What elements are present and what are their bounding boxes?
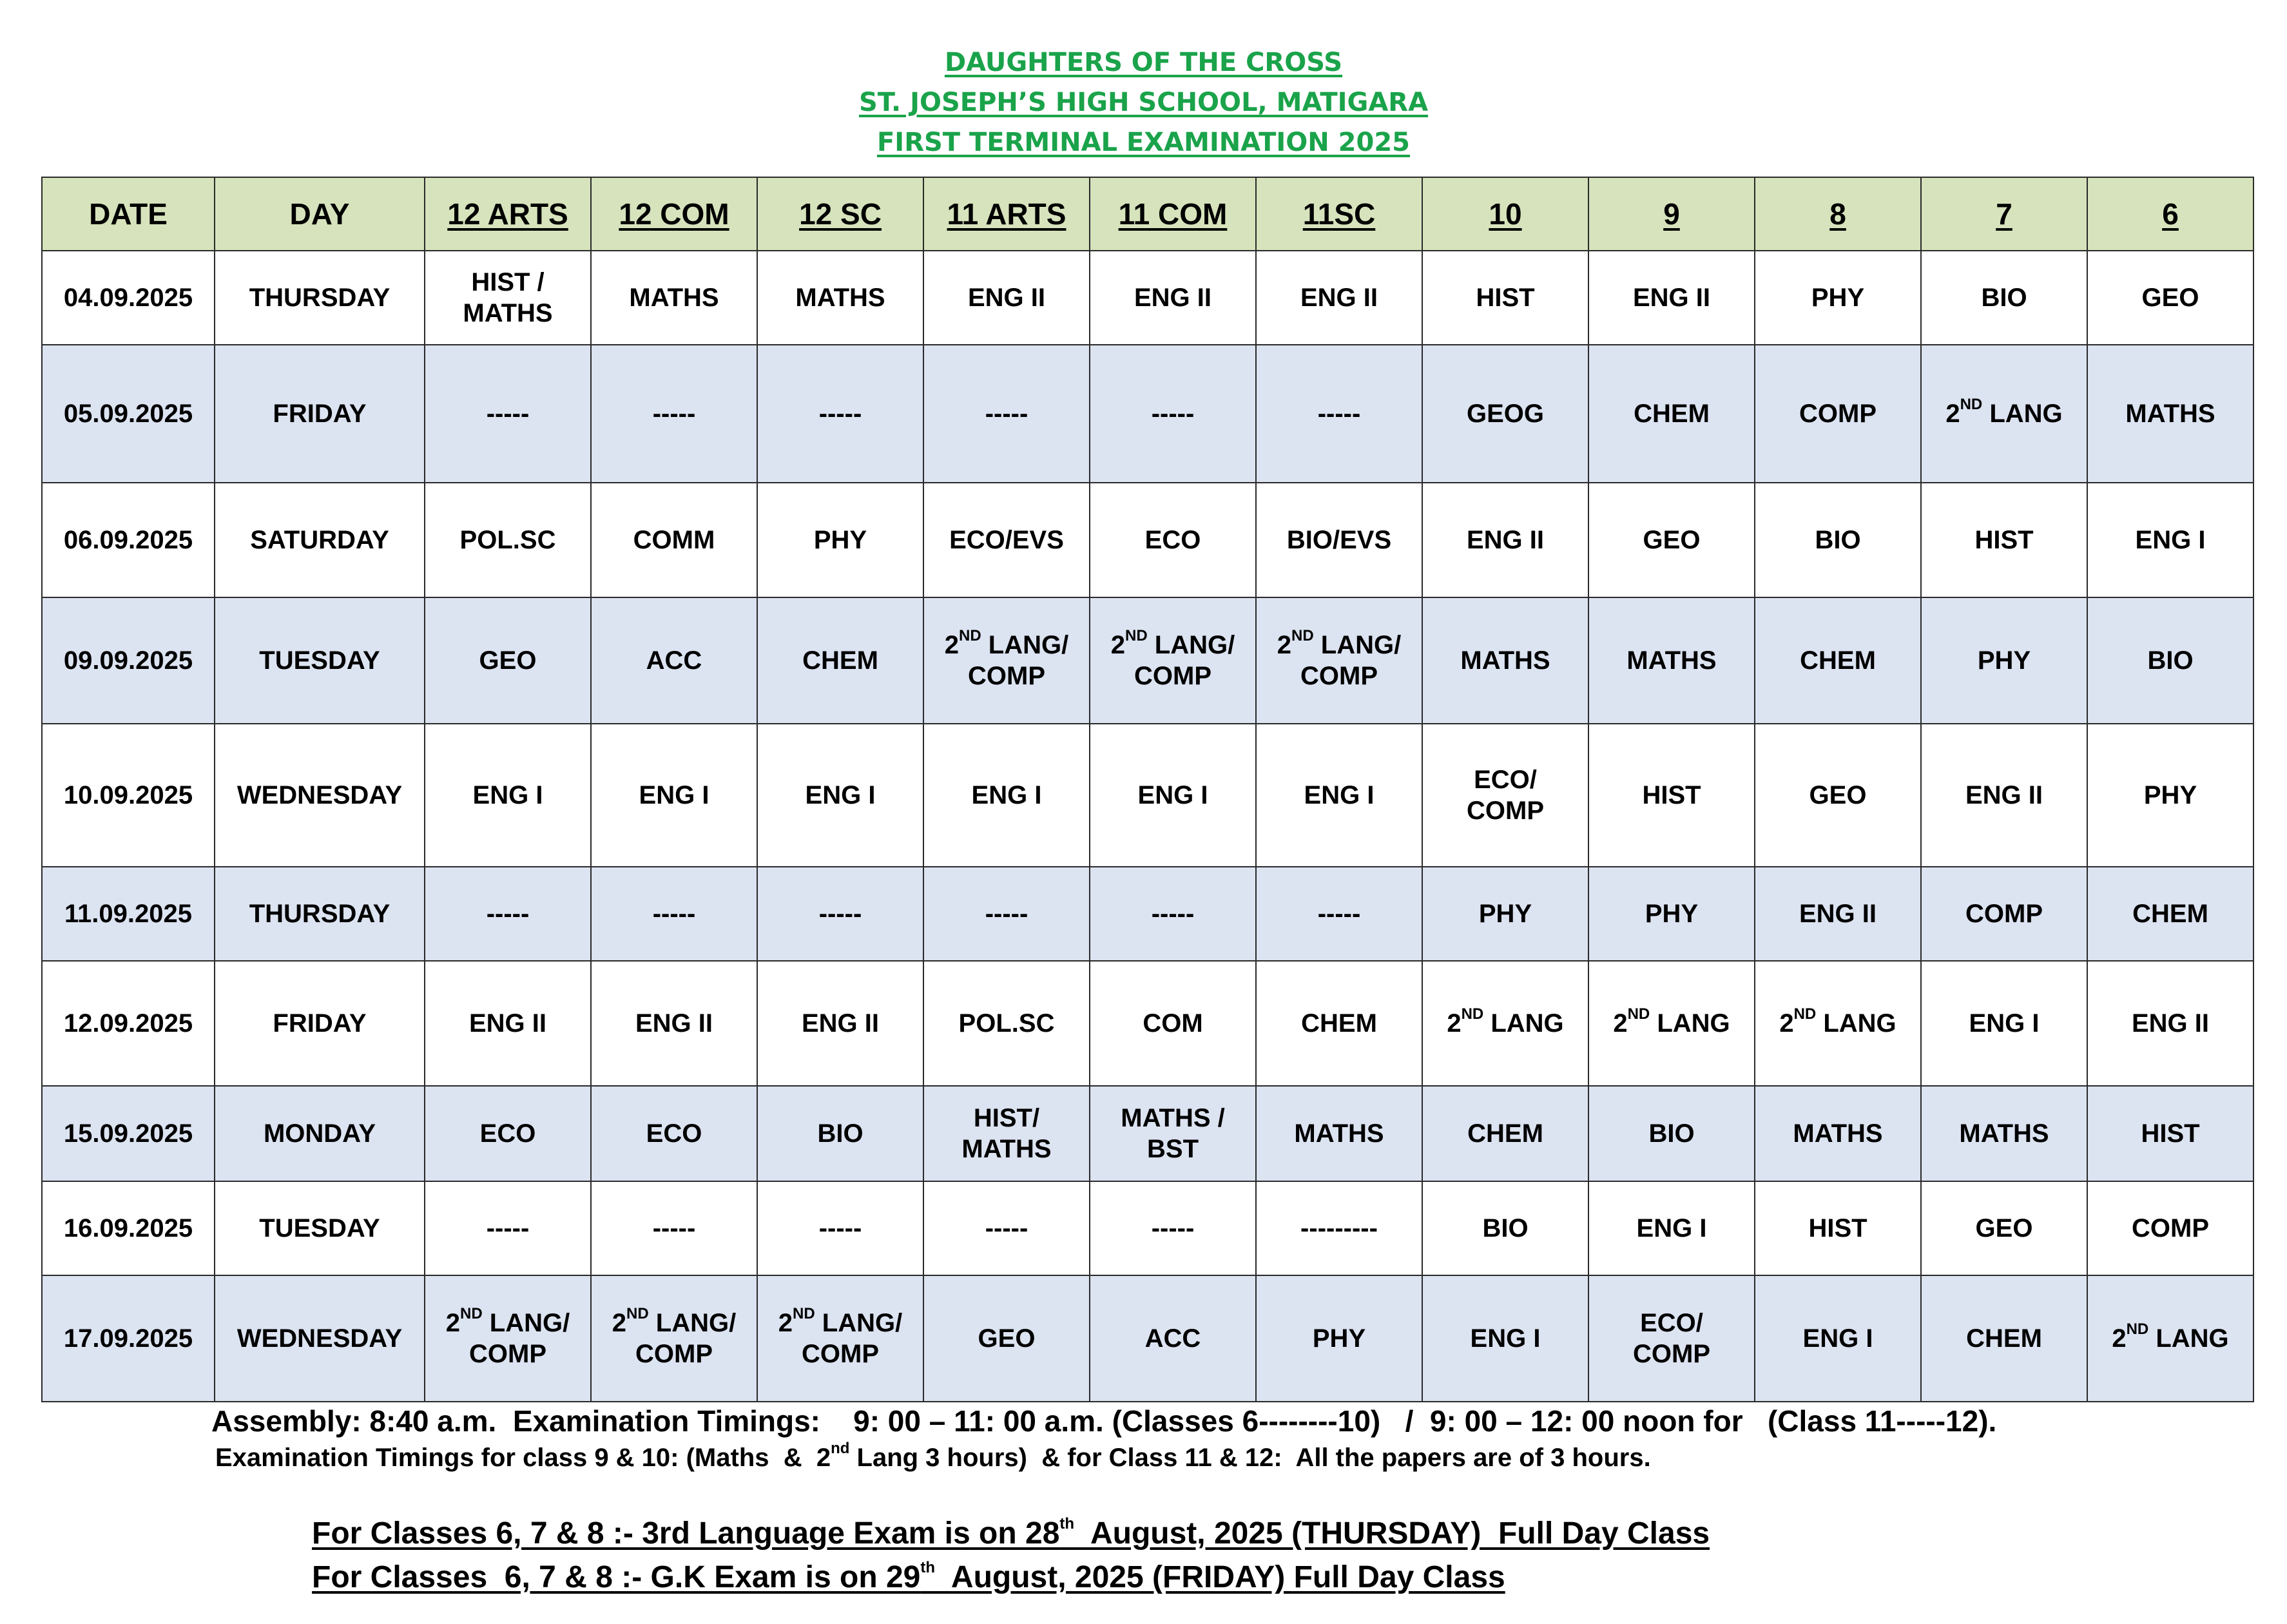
subject-cell: ECO/ COMP bbox=[1588, 1275, 1755, 1402]
subject-cell: ENG II bbox=[1921, 724, 2087, 867]
subject-cell: MATHS bbox=[1921, 1086, 2087, 1181]
subject-cell: ENG II bbox=[1755, 867, 1921, 961]
subject-cell: COM bbox=[1090, 961, 1256, 1086]
exam-duration-note: Examination Timings for class 9 & 10: (Maths & 2nd Lang 3 hours) & for Class 11 & 12: All the papers are of 3 hours. bbox=[215, 1439, 1651, 1472]
column-header: 6 bbox=[2087, 177, 2253, 251]
subject-cell: MATHS bbox=[1256, 1086, 1422, 1181]
subject-cell: ECO bbox=[591, 1086, 757, 1181]
subject-cell: ENG I bbox=[1921, 961, 2087, 1086]
subject-cell: ----- bbox=[591, 345, 757, 483]
subject-cell: GEO bbox=[1588, 483, 1755, 597]
day-cell: TUESDAY bbox=[215, 597, 425, 724]
subject-cell: ENG II bbox=[1256, 251, 1422, 345]
subject-cell: ENG II bbox=[2087, 961, 2253, 1086]
school-name-title: ST. JOSEPH’S HIGH SCHOOL, MATIGARA bbox=[858, 88, 1429, 117]
subject-cell: ----- bbox=[1090, 1181, 1256, 1275]
subject-cell: PHY bbox=[1755, 251, 1921, 345]
subject-cell: ----- bbox=[923, 867, 1090, 961]
subject-cell: ENG II bbox=[1588, 251, 1755, 345]
subject-cell: CHEM bbox=[2087, 867, 2253, 961]
subject-cell: ENG I bbox=[591, 724, 757, 867]
column-header: 12 COM bbox=[591, 177, 757, 251]
subject-cell: ----- bbox=[757, 1181, 923, 1275]
subject-cell: --------- bbox=[1256, 1181, 1422, 1275]
subject-cell: ----- bbox=[1090, 867, 1256, 961]
subject-cell: CHEM bbox=[1422, 1086, 1588, 1181]
date-cell: 16.09.2025 bbox=[42, 1181, 215, 1275]
subject-cell: 2ND LANG bbox=[1921, 345, 2087, 483]
subject-cell: ENG I bbox=[1422, 1275, 1588, 1402]
table-row bbox=[42, 345, 2253, 483]
subject-cell: ENG I bbox=[1090, 724, 1256, 867]
subject-cell: BIO bbox=[1755, 483, 1921, 597]
date-cell: 11.09.2025 bbox=[42, 867, 215, 961]
subject-cell: ENG I bbox=[2087, 483, 2253, 597]
subject-cell: ENG I bbox=[425, 724, 591, 867]
assembly-timings-note: Assembly: 8:40 a.m. Examination Timings: 9: 00 – 11: 00 a.m. (Classes 6--------10) / 9: 00 – 12: 00 noon for (Class 11-----12). bbox=[211, 1404, 1997, 1438]
subject-cell: 2ND LANG/ COMP bbox=[1256, 597, 1422, 724]
column-header: 11SC bbox=[1256, 177, 1422, 251]
subject-cell: ENG I bbox=[1588, 1181, 1755, 1275]
subject-cell: GEO bbox=[1755, 724, 1921, 867]
date-cell: 15.09.2025 bbox=[42, 1086, 215, 1181]
column-header: 10 bbox=[1422, 177, 1588, 251]
table-row bbox=[42, 1275, 2253, 1402]
subject-cell: 2ND LANG/ COMP bbox=[923, 597, 1090, 724]
date-cell: 04.09.2025 bbox=[42, 251, 215, 345]
subject-cell: HIST bbox=[1921, 483, 2087, 597]
subject-cell: HIST/ MATHS bbox=[923, 1086, 1090, 1181]
subject-cell: MATHS bbox=[1755, 1086, 1921, 1181]
subject-cell: ----- bbox=[1256, 345, 1422, 483]
subject-cell: COMM bbox=[591, 483, 757, 597]
day-cell: MONDAY bbox=[215, 1086, 425, 1181]
subject-cell: ENG I bbox=[757, 724, 923, 867]
subject-cell: ENG I bbox=[923, 724, 1090, 867]
subject-cell: BIO bbox=[1921, 251, 2087, 345]
column-header: 12 SC bbox=[757, 177, 923, 251]
subject-cell: POL.SC bbox=[923, 961, 1090, 1086]
subject-cell: 2ND LANG bbox=[2087, 1275, 2253, 1402]
table-row bbox=[42, 1086, 2253, 1181]
column-header: DATE bbox=[42, 177, 215, 251]
subject-cell: 2ND LANG/ COMP bbox=[757, 1275, 923, 1402]
subject-cell: ECO/ COMP bbox=[1422, 724, 1588, 867]
subject-cell: GEO bbox=[2087, 251, 2253, 345]
column-header: 12 ARTS bbox=[425, 177, 591, 251]
gk-exam-note: For Classes 6, 7 & 8 :- G.K Exam is on 29th August, 2025 (FRIDAY) Full Day Class bbox=[312, 1559, 1505, 1594]
subject-cell: GEO bbox=[923, 1275, 1090, 1402]
day-cell: TUESDAY bbox=[215, 1181, 425, 1275]
date-cell: 09.09.2025 bbox=[42, 597, 215, 724]
subject-cell: COMP bbox=[2087, 1181, 2253, 1275]
day-cell: WEDNESDAY bbox=[215, 1275, 425, 1402]
subject-cell: BIO bbox=[1588, 1086, 1755, 1181]
subject-cell: ENG II bbox=[923, 251, 1090, 345]
subject-cell: COMP bbox=[1921, 867, 2087, 961]
subject-cell: CHEM bbox=[1755, 597, 1921, 724]
subject-cell: HIST bbox=[1755, 1181, 1921, 1275]
day-cell: WEDNESDAY bbox=[215, 724, 425, 867]
subject-cell: PHY bbox=[1422, 867, 1588, 961]
subject-cell: ----- bbox=[425, 1181, 591, 1275]
table-row bbox=[42, 724, 2253, 867]
subject-cell: ----- bbox=[591, 1181, 757, 1275]
table-header-row bbox=[42, 177, 2253, 251]
subject-cell: CHEM bbox=[1588, 345, 1755, 483]
subject-cell: ----- bbox=[923, 345, 1090, 483]
subject-cell: MATHS bbox=[1422, 597, 1588, 724]
column-header: 8 bbox=[1755, 177, 1921, 251]
subject-cell: 2ND LANG bbox=[1422, 961, 1588, 1086]
day-cell: FRIDAY bbox=[215, 961, 425, 1086]
subject-cell: ENG II bbox=[425, 961, 591, 1086]
subject-cell: ECO/EVS bbox=[923, 483, 1090, 597]
subject-cell: ENG II bbox=[757, 961, 923, 1086]
subject-cell: PHY bbox=[1588, 867, 1755, 961]
table-row bbox=[42, 867, 2253, 961]
subject-cell: ENG II bbox=[591, 961, 757, 1086]
subject-cell: ----- bbox=[425, 867, 591, 961]
date-cell: 10.09.2025 bbox=[42, 724, 215, 867]
date-cell: 05.09.2025 bbox=[42, 345, 215, 483]
subject-cell: GEOG bbox=[1422, 345, 1588, 483]
column-header: 7 bbox=[1921, 177, 2087, 251]
table-row bbox=[42, 483, 2253, 597]
subject-cell: HIST bbox=[1588, 724, 1755, 867]
subject-cell: PHY bbox=[1256, 1275, 1422, 1402]
column-header: 9 bbox=[1588, 177, 1755, 251]
subject-cell: HIST bbox=[2087, 1086, 2253, 1181]
subject-cell: MATHS bbox=[591, 251, 757, 345]
date-cell: 17.09.2025 bbox=[42, 1275, 215, 1402]
subject-cell: HIST bbox=[1422, 251, 1588, 345]
day-cell: THURSDAY bbox=[215, 867, 425, 961]
exam-name-title: FIRST TERMINAL EXAMINATION 2025 bbox=[876, 128, 1410, 157]
subject-cell: CHEM bbox=[757, 597, 923, 724]
subject-cell: GEO bbox=[425, 597, 591, 724]
table-row bbox=[42, 961, 2253, 1086]
table-body bbox=[42, 251, 2253, 1402]
subject-cell: 2ND LANG/ COMP bbox=[425, 1275, 591, 1402]
subject-cell: 2ND LANG/ COMP bbox=[1090, 597, 1256, 724]
subject-cell: ----- bbox=[1090, 345, 1256, 483]
subject-cell: ----- bbox=[425, 345, 591, 483]
subject-cell: ----- bbox=[1256, 867, 1422, 961]
subject-cell: CHEM bbox=[1921, 1275, 2087, 1402]
subject-cell: PHY bbox=[2087, 724, 2253, 867]
table-row bbox=[42, 597, 2253, 724]
subject-cell: ENG I bbox=[1755, 1275, 1921, 1402]
subject-cell: ECO bbox=[425, 1086, 591, 1181]
subject-cell: PHY bbox=[757, 483, 923, 597]
column-header: DAY bbox=[215, 177, 425, 251]
subject-cell: MATHS bbox=[2087, 345, 2253, 483]
subject-cell: ----- bbox=[923, 1181, 1090, 1275]
day-cell: SATURDAY bbox=[215, 483, 425, 597]
subject-cell: POL.SC bbox=[425, 483, 591, 597]
exam-schedule-table bbox=[41, 177, 2254, 1402]
subject-cell: COMP bbox=[1755, 345, 1921, 483]
subject-cell: BIO/EVS bbox=[1256, 483, 1422, 597]
day-cell: THURSDAY bbox=[215, 251, 425, 345]
subject-cell: ACC bbox=[1090, 1275, 1256, 1402]
day-cell: FRIDAY bbox=[215, 345, 425, 483]
subject-cell: GEO bbox=[1921, 1181, 2087, 1275]
subject-cell: MATHS bbox=[1588, 597, 1755, 724]
subject-cell: ----- bbox=[757, 867, 923, 961]
subject-cell: ----- bbox=[591, 867, 757, 961]
third-language-exam-note: For Classes 6, 7 & 8 :- 3rd Language Exam is on 28th August, 2025 (THURSDAY) Full Day Class bbox=[312, 1515, 1710, 1551]
table-row bbox=[42, 251, 2253, 345]
subject-cell: BIO bbox=[757, 1086, 923, 1181]
subject-cell: ECO bbox=[1090, 483, 1256, 597]
subject-cell: ENG II bbox=[1090, 251, 1256, 345]
subject-cell: ACC bbox=[591, 597, 757, 724]
subject-cell: MATHS bbox=[757, 251, 923, 345]
subject-cell: ----- bbox=[757, 345, 923, 483]
subject-cell: MATHS / BST bbox=[1090, 1086, 1256, 1181]
date-cell: 06.09.2025 bbox=[42, 483, 215, 597]
subject-cell: ENG II bbox=[1422, 483, 1588, 597]
date-cell: 12.09.2025 bbox=[42, 961, 215, 1086]
subject-cell: CHEM bbox=[1256, 961, 1422, 1086]
subject-cell: 2ND LANG/ COMP bbox=[591, 1275, 757, 1402]
school-org-title: DAUGHTERS OF THE CROSS bbox=[944, 48, 1343, 77]
subject-cell: BIO bbox=[1422, 1181, 1588, 1275]
subject-cell: BIO bbox=[2087, 597, 2253, 724]
subject-cell: ENG I bbox=[1256, 724, 1422, 867]
column-header: 11 COM bbox=[1090, 177, 1256, 251]
subject-cell: HIST / MATHS bbox=[425, 251, 591, 345]
column-header: 11 ARTS bbox=[923, 177, 1090, 251]
subject-cell: PHY bbox=[1921, 597, 2087, 724]
subject-cell: 2ND LANG bbox=[1755, 961, 1921, 1086]
exam-title-block bbox=[0, 43, 2287, 162]
subject-cell: 2ND LANG bbox=[1588, 961, 1755, 1086]
table-row bbox=[42, 1181, 2253, 1275]
